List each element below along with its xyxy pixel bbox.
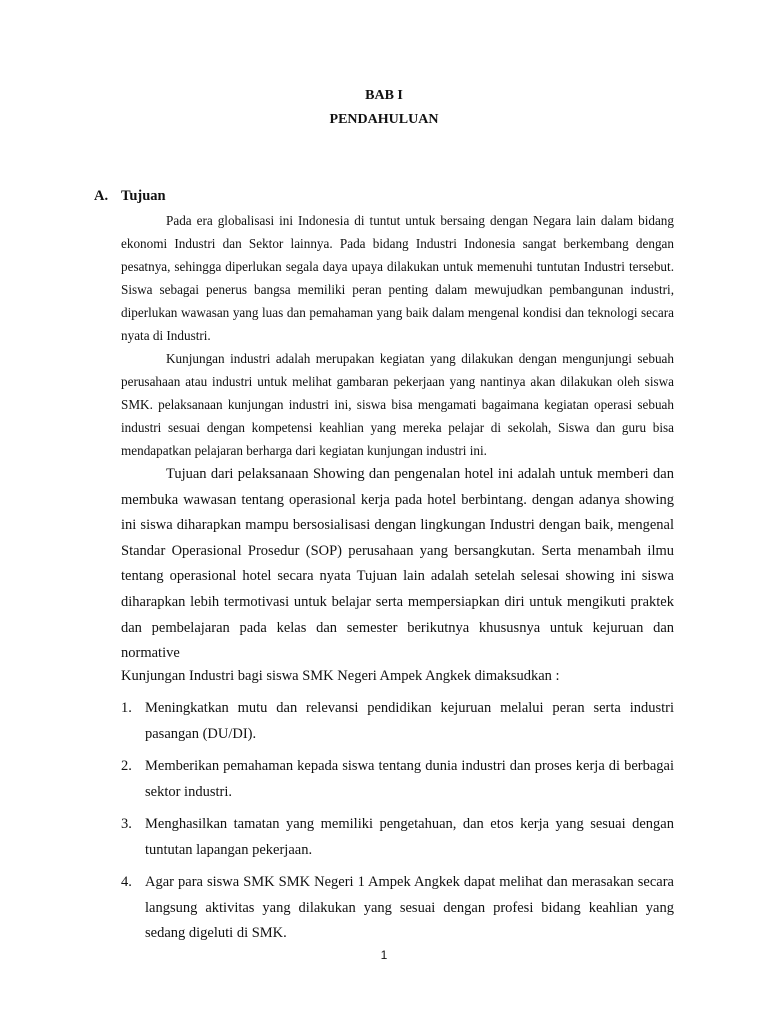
- section-heading: [94, 188, 166, 205]
- list-item-text: Meningkatkan mutu dan relevansi pendidikan kejuruan melalui peran serta industri pasangan (DU/DI).: [145, 700, 674, 742]
- list-item-text: Agar para siswa SMK SMK Negeri 1 Ampek Angkek dapat melihat dan merasakan secara langsung aktivitas yang dilakukan yang sesuai dengan profesi bidang keahlian yang sedang digeluti di SMK.: [145, 874, 674, 941]
- list-item: [121, 812, 674, 863]
- paragraph-4-block: [121, 664, 674, 690]
- list-number: 3.: [121, 816, 132, 832]
- paragraph: Tujuan dari pelaksanaan Showing dan pengenalan hotel ini adalah untuk memberi dan membuka wawasan tentang operasional kerja pada hotel berbintang. dengan adanya showing ini siswa diharapkan mampu bersosialisasi dengan lingkungan Industri dengan baik, mengenal Standar Operasional Prosedur (SOP) perusahaan yang bersangkutan. Serta menambah ilmu tentang operasional hotel secara nyata Tujuan lain adalah setelah selesai showing ini siswa diharapkan lebih termotivasi untuk belajar serta mempersiapkan diri untuk mengikuti praktek dan pembelajaran pada kelas dan semester berikutnya khususnya untuk kejuruan dan normative: [121, 466, 674, 662]
- chapter-title: PENDAHULUAN: [329, 112, 439, 127]
- list-number: 4.: [121, 874, 132, 890]
- chapter-label: BAB I: [365, 88, 403, 103]
- list-number: 2.: [121, 758, 132, 774]
- section-title: Tujuan: [121, 188, 166, 204]
- paragraph-3-block: [121, 462, 674, 667]
- list-item-text: Menghasilkan tamatan yang memiliki pengetahuan, dan etos kerja yang sesuai dengan tuntutan lapangan pekerjaan.: [145, 816, 674, 858]
- list-number: 1.: [121, 700, 132, 716]
- paragraph: Pada era globalisasi ini Indonesia di tuntut untuk bersaing dengan Negara lain dalam bidang ekonomi Industri dan Sektor lainnya. Pada bidang Industri Indonesia sangat berkembang dengan pesatnya, sehingga diperlukan segala daya upaya dilakukan untuk memenuhi tuntutan Industri tersebut. Siswa sebagai penerus bangsa memiliki peran penting dalam mewujudkan pembangunan industri, diperlukan wawasan yang luas dan pemahaman yang baik dalam mengenal kondisi dan teknologi secara nyata di Industri.: [121, 213, 674, 343]
- paragraph: Kunjungan industri adalah merupakan kegiatan yang dilakukan dengan mengunjungi sebuah perusahaan atau industri untuk melihat gambaran pekerjaan yang nantinya akan dilakukan oleh siswa SMK. pelaksanaan kunjungan industri ini, siswa bisa mengamati bagaimana kegiatan operasi sebuah industri sesuai dengan kompetensi keahlian yang mereka pelajar di sekolah, Siswa dan guru bisa mendapatkan pelajaran berharga dari kegiatan kunjungan industri ini.: [121, 351, 674, 458]
- list-item: [121, 870, 674, 947]
- section-letter: A.: [94, 188, 109, 204]
- paragraph-2-block: [121, 347, 674, 462]
- list-item: [121, 754, 674, 805]
- list-item-text: Memberikan pemahaman kepada siswa tentang dunia industri dan proses kerja di berbagai sektor industri.: [145, 758, 674, 800]
- objectives-list: [121, 696, 674, 954]
- paragraph-1-block: [121, 209, 674, 347]
- page-number: 1: [380, 948, 388, 962]
- list-intro: Kunjungan Industri bagi siswa SMK Negeri Ampek Angkek dimaksudkan :: [121, 668, 560, 684]
- list-item: [121, 696, 674, 747]
